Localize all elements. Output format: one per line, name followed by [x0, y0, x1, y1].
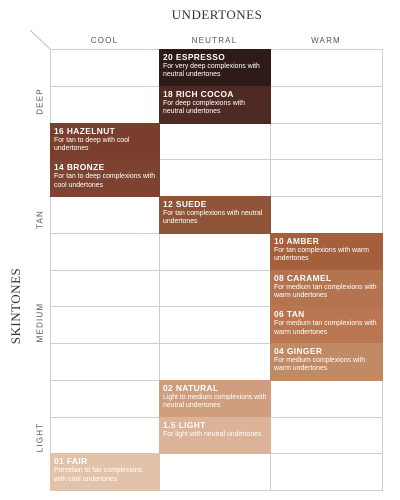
shade-swatch[interactable]: [50, 123, 160, 161]
grid-cell: [159, 233, 271, 271]
shade-name: 01 FAIR: [54, 456, 88, 467]
grid-cell: [270, 49, 383, 87]
shade-description: Porcelain to fair complexions with cool undertones: [54, 467, 143, 483]
shade-swatch[interactable]: [50, 159, 160, 197]
grid-cell: [50, 196, 160, 234]
shade-description: For medium complexions with warm undertones: [274, 357, 366, 373]
shade-name: 1.5 LIGHT: [163, 419, 206, 430]
grid-cell: [159, 453, 271, 491]
column-header-neutral: NEUTRAL: [191, 36, 238, 45]
shade-description: For medium tan complexions with warm undertones: [274, 283, 377, 299]
row-label-deep: DEEP: [35, 88, 45, 115]
shade-description: For tan to deep complexions with cool undertones: [54, 173, 156, 189]
shade-grid: [50, 49, 382, 490]
grid-cell: [159, 270, 271, 308]
shade-swatch[interactable]: [50, 453, 160, 491]
grid-cell: [50, 417, 160, 455]
column-header-cool: COOL: [90, 36, 119, 45]
shade-description: Light to medium complexions with neutral undertones: [163, 393, 267, 410]
shade-chart: [30, 30, 384, 494]
shade-name: 18 RICH COCOA: [163, 88, 234, 99]
shade-name: 06 TAN: [274, 309, 305, 320]
grid-cell: [270, 380, 383, 418]
shade-swatch[interactable]: [159, 380, 271, 418]
shade-swatch[interactable]: [270, 233, 383, 271]
shade-description: For medium tan complexions with warm undertones: [274, 320, 377, 336]
shade-swatch[interactable]: [270, 343, 383, 381]
shade-name: 12 SUEDE: [163, 199, 207, 209]
grid-cell: [50, 86, 160, 124]
row-label-medium: MEDIUM: [35, 302, 45, 343]
grid-cell: [159, 123, 271, 161]
row-label-light: LIGHT: [35, 422, 45, 453]
shade-name: 20 ESPRESSO: [163, 52, 226, 62]
grid-cell: [50, 233, 160, 271]
column-header-warm: WARM: [311, 36, 341, 45]
grid-cell: [50, 306, 160, 344]
grid-cell: [159, 159, 271, 197]
shade-name: 10 AMBER: [274, 235, 320, 246]
grid-cell: [270, 196, 383, 234]
shade-swatch[interactable]: [159, 196, 271, 234]
grid-cell: [270, 159, 383, 197]
shade-name: 14 BRONZE: [54, 162, 105, 173]
shade-description: For light with neutral undertones: [163, 430, 262, 438]
shade-description: For tan complexions with neutral undertones: [163, 210, 263, 226]
shade-name: 02 NATURAL: [163, 382, 219, 393]
grid-cell: [270, 453, 383, 491]
grid-cell: [159, 306, 271, 344]
grid-cell: [50, 49, 160, 87]
grid-cell: [270, 86, 383, 124]
row-label-tan: TAN: [35, 210, 45, 230]
grid-cell: [270, 123, 383, 161]
shade-description: For very deep complexions with neutral undertones: [163, 63, 260, 79]
shade-description: For deep complexions with neutral undertones: [163, 99, 245, 116]
skintones-title: SKINTONES: [8, 267, 23, 345]
grid-cell: [50, 380, 160, 418]
grid-cell: [159, 343, 271, 381]
grid-cell: [270, 417, 383, 455]
shade-swatch[interactable]: [270, 306, 383, 344]
grid-cell: [50, 343, 160, 381]
shade-swatch[interactable]: [270, 270, 383, 308]
shade-description: For tan complexions with warm undertones: [274, 246, 369, 263]
shade-description: For tan to deep with cool undertones: [54, 136, 130, 152]
shade-name: 08 CARAMEL: [274, 272, 332, 283]
undertones-title: UNDERTONES: [171, 7, 263, 22]
grid-cell: [50, 270, 160, 308]
shade-swatch[interactable]: [159, 417, 271, 455]
shade-swatch[interactable]: [159, 49, 271, 87]
shade-name: 04 GINGER: [274, 346, 323, 356]
shade-swatch[interactable]: [159, 86, 271, 124]
shade-name: 16 HAZELNUT: [54, 125, 116, 136]
